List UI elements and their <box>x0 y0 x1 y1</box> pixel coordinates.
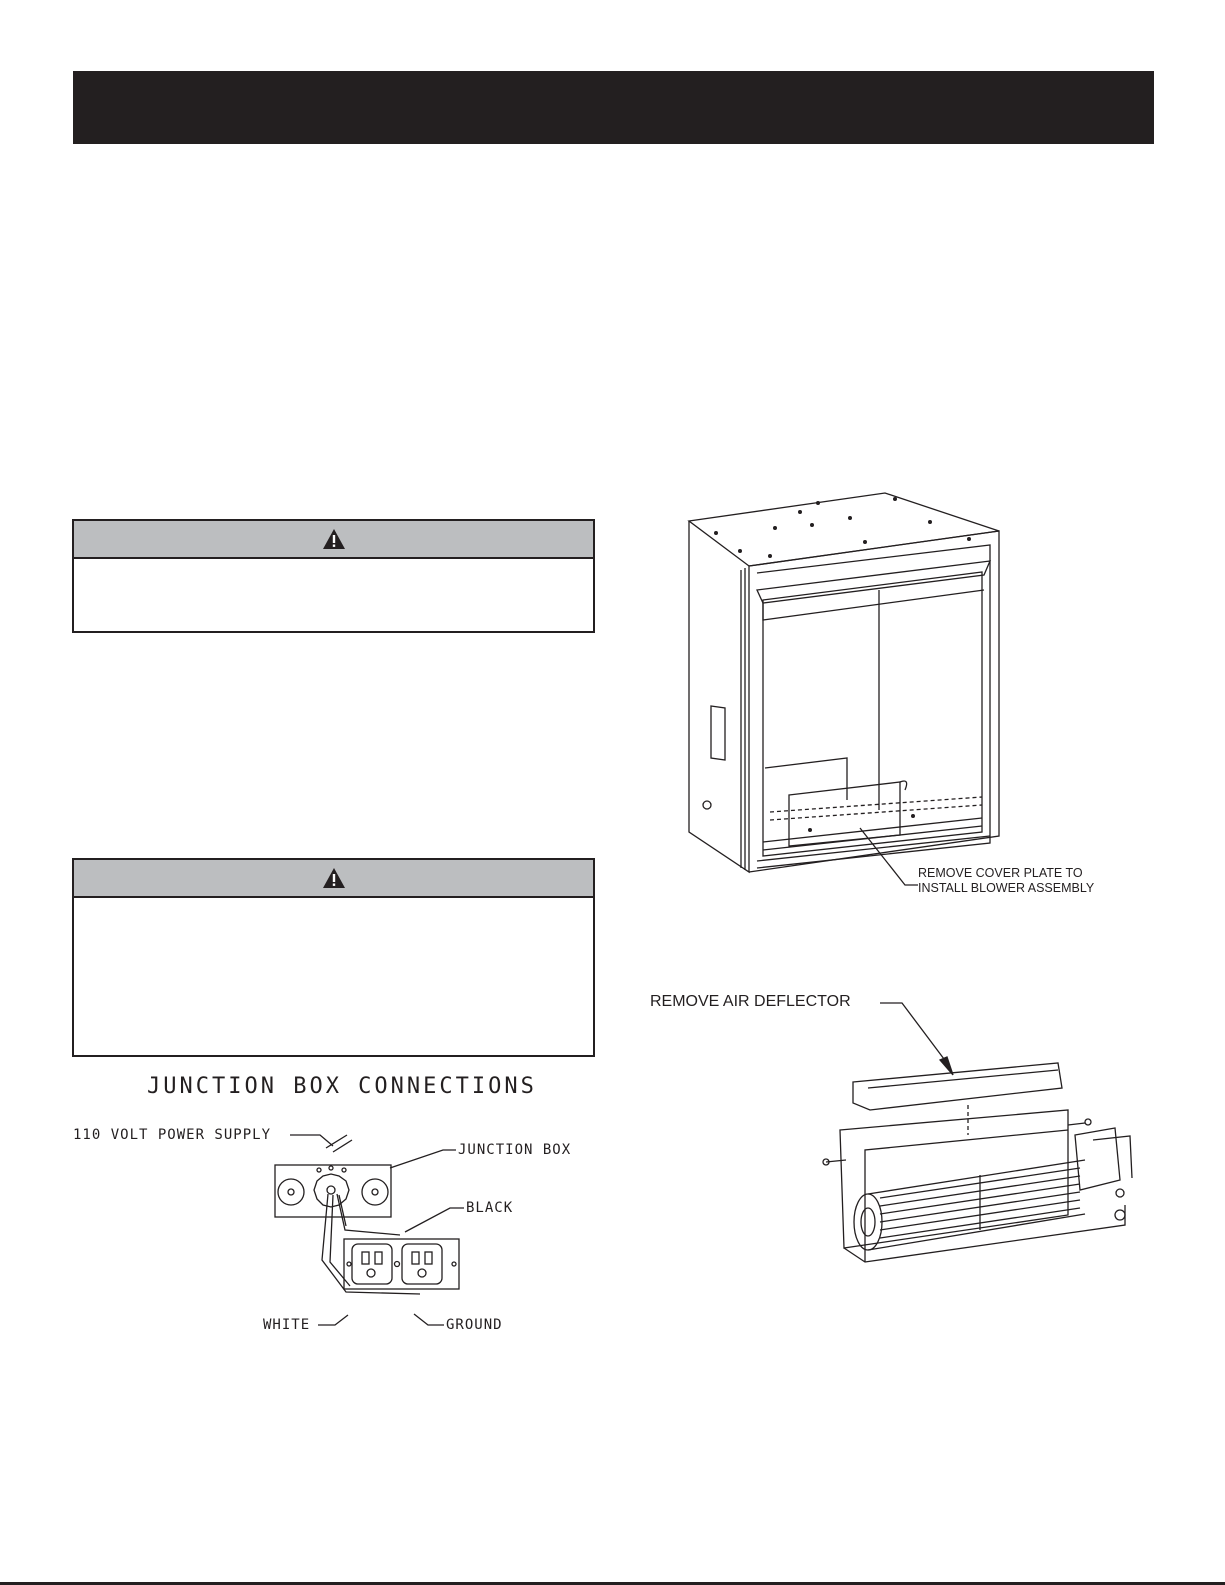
power-supply-label: 110 VOLT POWER SUPPLY <box>73 1127 272 1143</box>
junction-box-title: JUNCTION BOX CONNECTIONS <box>147 1074 537 1099</box>
cover-plate-callout-line2: INSTALL BLOWER ASSEMBLY <box>918 881 1095 895</box>
black-wire-label: BLACK <box>466 1200 514 1216</box>
junction-box-label: JUNCTION BOX <box>458 1142 572 1158</box>
air-deflector-callout: REMOVE AIR DEFLECTOR <box>650 993 851 1010</box>
ground-wire-label: GROUND <box>446 1317 503 1333</box>
cover-plate-callout-line1: REMOVE COVER PLATE TO <box>918 866 1083 880</box>
white-wire-label: WHITE <box>263 1317 311 1333</box>
